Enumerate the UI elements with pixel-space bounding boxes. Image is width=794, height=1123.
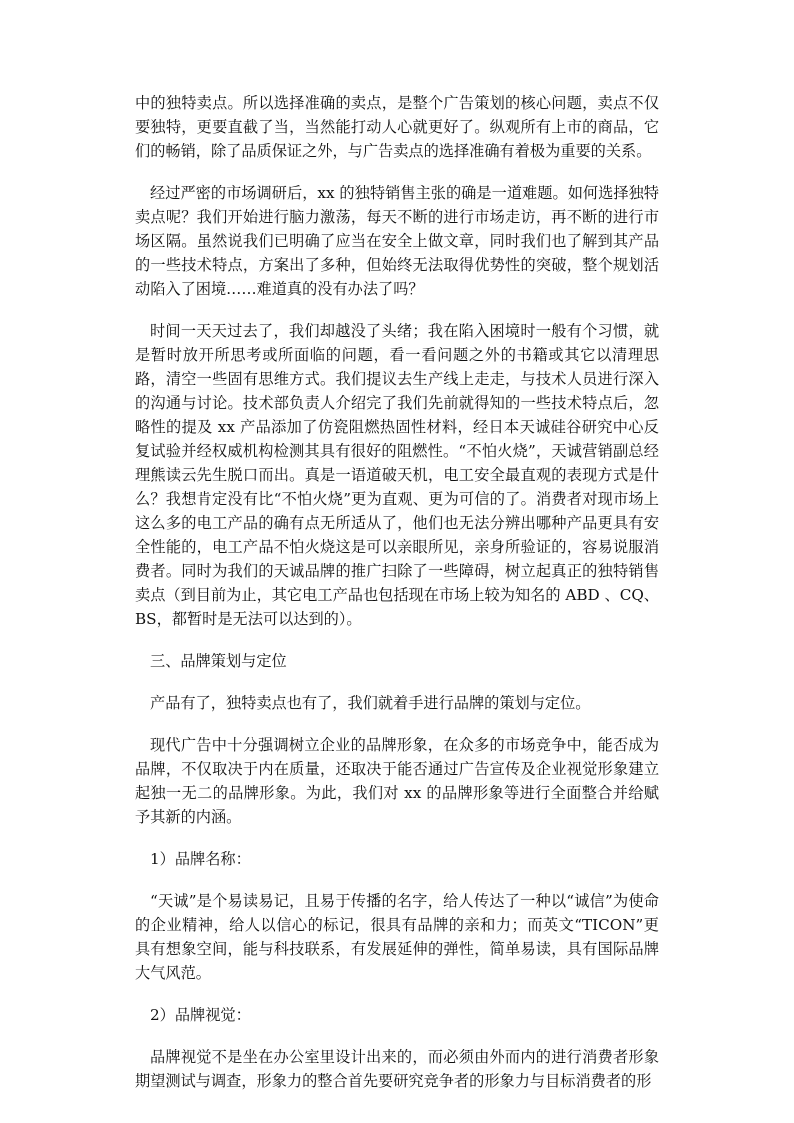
paragraph-brand-visual: 品牌视觉不是坐在办公室里设计出来的，而必须由外而内的进行消费者形象期望测试与调查，形象力的整合首先要研究竞争者的形象力与目标消费者的形	[135, 1048, 659, 1090]
paragraph-continuation: 中的独特卖点。所以选择准确的卖点，是整个广告策划的核心问题，卖点不仅要独特，更要直截了当，当然能打动人心就更好了。纵观所有上市的商品，它们的畅销，除了品质保证之外，与广告卖点的选择准确有着极为重要的关系。	[135, 94, 659, 160]
paragraph-usp-difficulty: 经过严密的市场调研后，xx 的独特销售主张的确是一道难题。如何选择独特卖点呢？我们开始进行脑力激荡，每天不断的进行市场走访，再不断的进行市场区隔。虽然说我们已明确了应当在安全上做文章，同时我们也了解到其产品的一些技术特点，方案出了多种，但始终无法取得优势性的突破，整个规划活动陷入了困境……难道真的没有办法了吗？	[135, 184, 659, 298]
subheading-brand-visual: 2）品牌视觉：	[150, 1006, 251, 1024]
paragraph-breakthrough: 时间一天天过去了，我们却越没了头绪；我在陷入困境时一般有个习惯，就是暂时放开所思考或所面临的问题，看一看问题之外的书籍或其它以清理思路，清空一些固有思维方式。我们提议去生产线上走走，与技术人员进行深入的沟通与讨论。技术部负责人介绍完了我们先前就得知的一些技术特点后，忽略性的提及 xx 产品添加了仿瓷阻燃热固性材料，经日本天诚硅谷研究中心反复试验并经权威机构检测其具有很好的阻燃性。“不怕火烧”，天诚营销副总经理熊读云先生脱口而出。真是一语道破天机，电工安全最直观的表现方式是什么？我想肯定没有比“不怕火烧”更为直观、更为可信的了。消费者对现市场上这么多的电工产品的确有点无所适从了，他们也无法分辨出哪种产品更具有安全性能的，电工产品不怕火烧这是可以亲眼所见，亲身所验证的，容易说服消费者。同时为我们的天诚品牌的推广扫除了一些障碍，树立起真正的独特销售卖点（到目前为止，其它电工产品也包括现在市场上较为知名的 ABD 、CQ、BS，都暂时是无法可以达到的）。	[135, 322, 659, 628]
paragraph-brand-image: 现代广告中十分强调树立企业的品牌形象，在众多的市场竞争中，能否成为品牌，不仅取决于内在质量，还取决于能否通过广告宣传及企业视觉形象建立起独一无二的品牌形象。为此，我们对 xx 的品牌形象等进行全面整合并给赋予其新的内涵。	[135, 736, 659, 826]
subheading-brand-name: 1）品牌名称：	[150, 850, 251, 868]
paragraph-brand-intro: 产品有了，独特卖点也有了，我们就着手进行品牌的策划与定位。	[150, 694, 591, 712]
paragraph-brand-name: “天诚”是个易读易记，且易于传播的名字，给人传达了一种以“诚信”为使命的企业精神，给人以信心的标记，很具有品牌的亲和力；而英文“TICON”更具有想象空间，能与科技联系，有发展延伸的弹性，简单易读，具有国际品牌大气风范。	[135, 892, 659, 982]
section-heading-brand-strategy: 三、品牌策划与定位	[150, 652, 287, 670]
document-body	[135, 91, 659, 1111]
